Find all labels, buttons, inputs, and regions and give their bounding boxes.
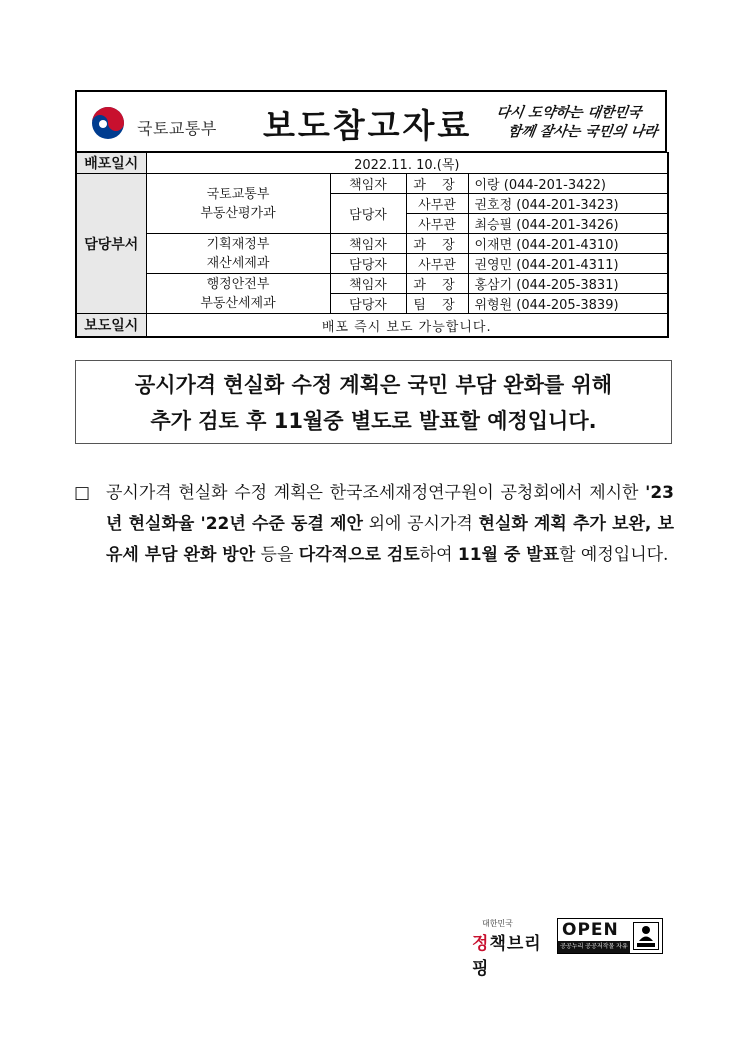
- text-segment: 할 예정입니다.: [559, 545, 669, 565]
- government-slogan: [492, 104, 665, 142]
- contact-rank: 사무관: [406, 194, 468, 214]
- open-license-subtext: 공공누리 공공저작물 자유이용허락: [558, 941, 630, 953]
- taegeuk-icon: [91, 106, 125, 140]
- open-license-text: OPEN: [562, 920, 619, 940]
- department-name: [146, 174, 330, 234]
- distribution-date-label: 배포일시: [76, 153, 146, 174]
- table-row: [76, 153, 668, 174]
- department-name-line-2: 부동산세제과: [200, 295, 276, 311]
- department-name-line-1: 행정안전부: [206, 276, 270, 292]
- contact-role: 담당자: [330, 254, 406, 274]
- department-name: [146, 234, 330, 274]
- release-time: 배포 즉시 보도 가능합니다.: [146, 314, 668, 338]
- contact-rank: 과 장: [406, 234, 468, 254]
- text-segment: 등을: [255, 545, 299, 565]
- text-segment: 공시가격 현실화 수정 계획은 한국조세재정연구원이 공청회에서 제시한: [106, 483, 646, 503]
- contact-person: 권호정 (044-201-3423): [468, 194, 668, 214]
- table-row: [76, 174, 668, 194]
- kogl-open-license: [557, 918, 663, 962]
- contact-rank: 사무관: [406, 214, 468, 234]
- contact-person: 위형원 (044-205-3839): [468, 294, 668, 314]
- text-segment: 외에 공시가격: [362, 514, 479, 534]
- table-row: [76, 234, 668, 254]
- bold-segment: 11월 중 발표: [457, 545, 560, 565]
- text-segment: 하여: [419, 545, 458, 565]
- bold-segment: 다각적으로 검토: [298, 545, 420, 565]
- table-row: [76, 274, 668, 294]
- bold-segment: '23년 현실화율 '22년 수준 동결 제안: [106, 483, 674, 534]
- brief-logo-main-text: 정책브리핑: [472, 934, 542, 979]
- body-paragraph: [74, 478, 674, 571]
- contact-role: 책임자: [330, 274, 406, 294]
- contact-role: 책임자: [330, 234, 406, 254]
- headline-line-1: 공시가격 현실화 수정 계획은 국민 부담 완화를 위해: [134, 373, 613, 397]
- slogan-line-1: 다시 도약하는 대한민국: [495, 105, 643, 121]
- policy-briefing-logo: [472, 918, 556, 979]
- slogan-line-2: 함께 잘사는 국민의 나라: [506, 124, 659, 140]
- ministry-logo: [91, 106, 241, 142]
- contact-role: 담당자: [330, 294, 406, 314]
- department-name: [146, 274, 330, 314]
- department-name-line-1: 국토교통부: [206, 186, 270, 202]
- press-header: [75, 90, 667, 152]
- bold-segment: 현실화 계획 추가 보완, 보유세 부담 완화 방안: [106, 514, 674, 565]
- department-name-line-1: 기획재정부: [206, 236, 270, 252]
- contact-role: 책임자: [330, 174, 406, 194]
- contact-info-table: [75, 152, 669, 338]
- contact-rank: 사무관: [406, 254, 468, 274]
- department-label: 담당부서: [76, 174, 146, 314]
- contact-person: 최승필 (044-201-3426): [468, 214, 668, 234]
- ministry-name: 국토교통부: [137, 119, 217, 138]
- department-name-line-2: 재산세제과: [206, 255, 270, 271]
- contact-person: 이랑 (044-201-3422): [468, 174, 668, 194]
- headline-line-2: 추가 검토 후 11월중 별도로 발표할 예정입니다.: [150, 409, 597, 433]
- contact-rank: 팀 장: [406, 294, 468, 314]
- department-name-line-2: 부동산평가과: [200, 205, 276, 221]
- person-license-icon: [633, 922, 659, 950]
- headline-box: [75, 360, 672, 444]
- document-title: 보도참고자료: [263, 106, 473, 145]
- contact-person: 권영민 (044-201-4311): [468, 254, 668, 274]
- release-time-label: 보도일시: [76, 314, 146, 338]
- distribution-date: 2022.11. 10.(목): [146, 153, 668, 174]
- contact-role: 담당자: [330, 194, 406, 234]
- paragraph-text: [106, 478, 674, 571]
- contact-person: 홍삼기 (044-205-3831): [468, 274, 668, 294]
- square-bullet-icon: □: [74, 483, 91, 503]
- brief-logo-small-text: 대한민국: [482, 919, 513, 928]
- contact-person: 이재면 (044-201-4310): [468, 234, 668, 254]
- table-row: [76, 314, 668, 338]
- contact-rank: 과 장: [406, 274, 468, 294]
- contact-rank: 과 장: [406, 174, 468, 194]
